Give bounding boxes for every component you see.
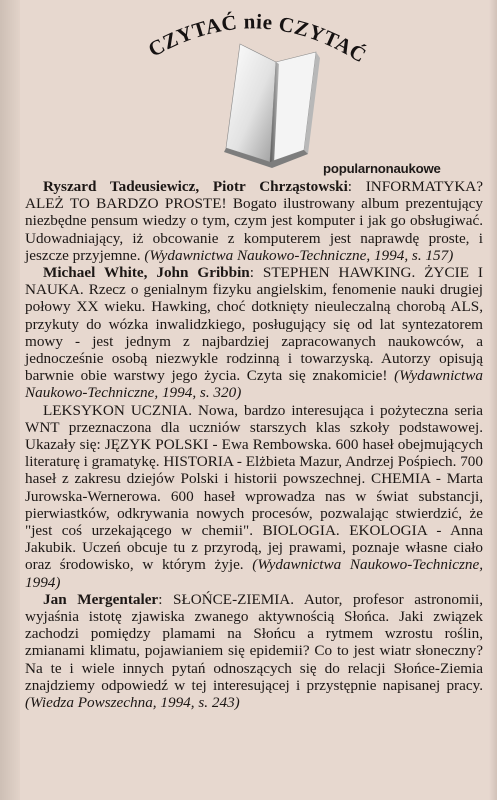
review-text: : INFORMATYKA? ALEŻ TO BARDZO PROSTE! Bogato ilustrowany album prezentujący niezbędne pensum wiedzy o tym, czym jest komputer i jak go obsługiwać. Udowadniający, iż obcowanie z komputerem jest naprawdę proste, i jeszcze przyjemne. bbox=[25, 178, 483, 264]
review-publisher: (Wydawnictwa Naukowo-Techniczne, 1994, s. 320) bbox=[25, 367, 483, 402]
review-authors: Michael White, John Gribbin bbox=[43, 264, 250, 282]
review-entry bbox=[25, 402, 483, 591]
review-authors: Ryszard Tadeusiewicz, Piotr Chrząstowski bbox=[43, 178, 348, 195]
review-text: : STEPHEN HAWKING. ŻYCIE I NAUKA. Rzecz o genialnym fizyku angielskim, fenomenie nauki drugiej połowy XX wieku. Hawking, choć dotknięty nieuleczalną chorobą ALS, przykuty do wózka inwalidzkiego, posługujący się od lat syntezatorem mowy - jest jednym z najbardziej zapracowanych naukowców, a jednocześnie osobą niezwykle rodzinną i towarzyską. Autorzy opisują barwnie obie warstwy jego życia. Czyta się znakomicie! bbox=[25, 264, 483, 385]
section-label: popularnonaukowe bbox=[323, 161, 441, 176]
page-shadow bbox=[489, 0, 497, 800]
reviews-column bbox=[25, 178, 483, 711]
review-authors: Jan Mergentaler bbox=[43, 590, 159, 608]
review-text: LEKSYKON UCZNIA. Nowa, bardzo interesująca i pożyteczna seria WNT przeznaczona dla uczniów starszych klas szkoły podstawowej. Ukazały się: JĘZYK POLSKI - Ewa Rembowska. 600 haseł obejmujących literaturę i gramatykę. HISTORIA - Elżbieta Mazur, Andrzej Pośpiech. 700 haseł z zakresu dziejów Polski i historii powszechnej. CHEMIA - Marta Jurowska-Wernerowa. 600 haseł wprowadza nas w świat substancji, pierwiastków, odkrywania nowych procesów, pozwalając stwierdzić, że "jest coś urzekającego w chemii". BIOLOGIA. EKOLOGIA - Anna Jakubik. Uczeń obcuje tu z przyrodą, jej prawami, poznaje własne ciało oraz środowisko, w którym żyje. bbox=[25, 401, 483, 574]
review-publisher: (Wydawnictwa Naukowo-Techniczne, 1994, s. 157) bbox=[144, 246, 454, 264]
column-title-text: CZYTAĆ nie CZYTAĆ bbox=[144, 9, 371, 68]
review-entry bbox=[25, 264, 483, 402]
column-title bbox=[130, 0, 390, 80]
review-publisher: (Wiedza Powszechna, 1994, s. 243) bbox=[25, 694, 240, 712]
review-text: : SŁOŃCE-ZIEMIA. Autor, profesor astronomii, wyjaśnia istotę zjawiska zwanego aktywnością Słońca. Jaki związek zachodzi pomiędzy plamami na Słońcu a rytmem wzrostu roślin, zmianami klimatu, pojawianiem się epidemii? Co to jest wiatr słoneczny? Na te i wiele innych pytań odnoszących się do relacji Słońce-Ziemia znajdziemy odpowiedź w tej interesującej i przystępnie napisanej pracy. bbox=[25, 590, 483, 694]
svg-text:CZYTAĆ nie CZYTAĆ bbox=[144, 9, 371, 67]
column-header bbox=[130, 0, 390, 175]
page-edge bbox=[0, 0, 20, 800]
review-entry bbox=[25, 178, 483, 264]
review-entry bbox=[25, 591, 483, 711]
review-publisher: (Wydawnictwa Naukowo-Techniczne, 1994) bbox=[25, 556, 483, 591]
